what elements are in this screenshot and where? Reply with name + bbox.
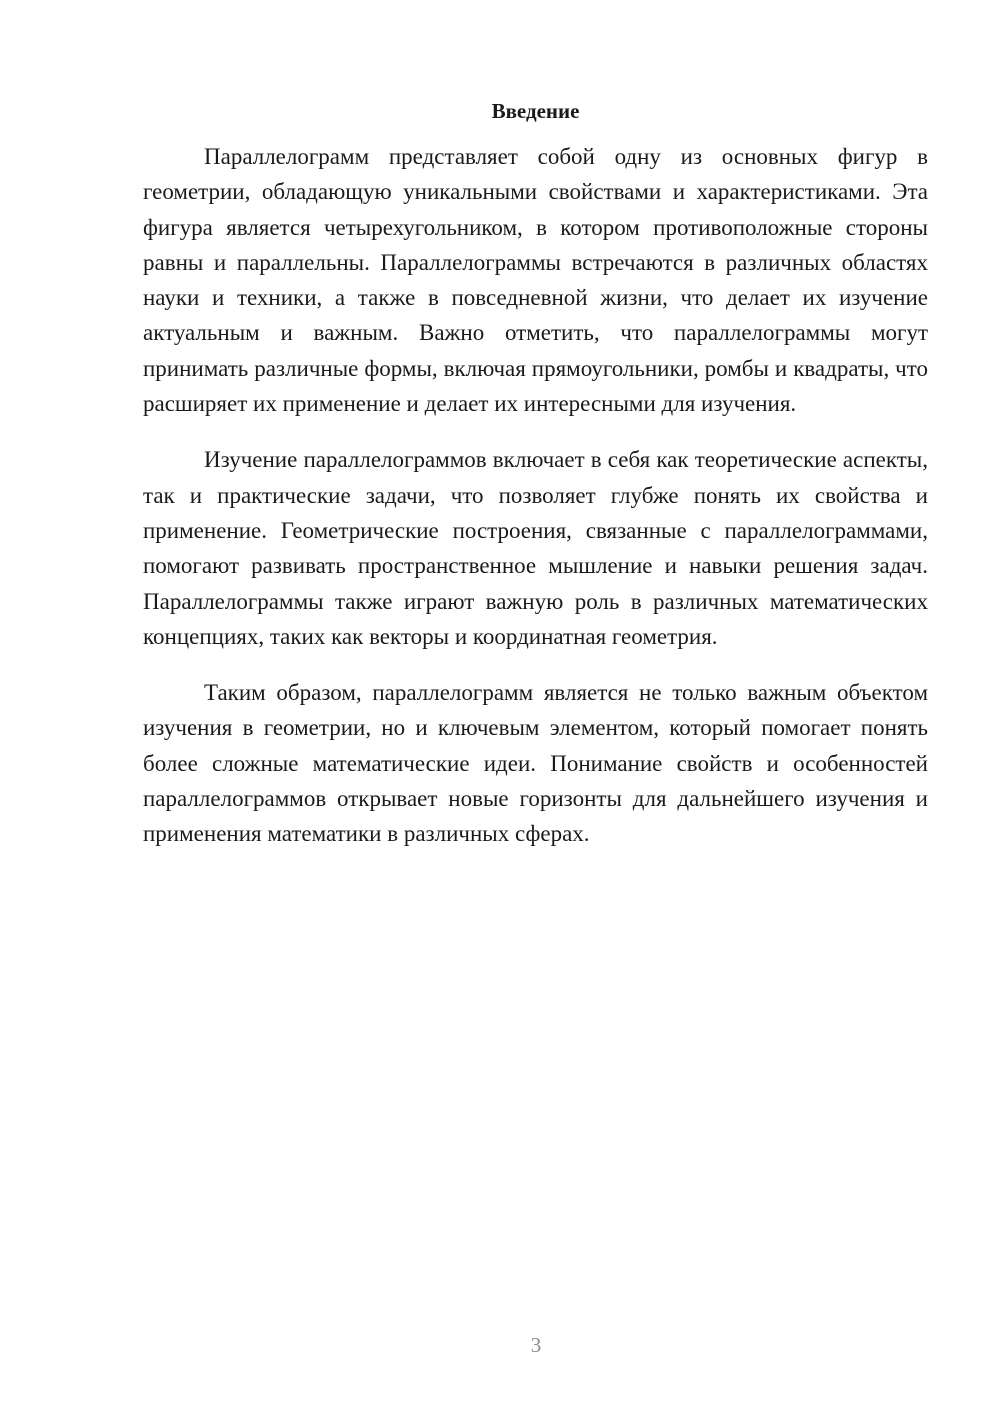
paragraph-3: Таким образом, параллелограмм является не только важным объектом изучения в геометрии, но и ключевым элементом, который помогает понять более сложные математические идеи. Понимание свойств и особенностей параллелограммов открывает новые горизонты для дальнейшего изучения и применения математики в различных сферах. <box>143 680 928 847</box>
paragraph-2: Изучение параллелограммов включает в себя как теоретические аспекты, так и практические задачи, что позволяет глубже понять их свойства и применение. Геометрические построения, связанные с параллелограммами, помогают развивать пространственное мышление и навыки решения задач. Параллелограммы также играют важную роль в различных математических концепциях, таких как векторы и координатная геометрия. <box>143 447 928 649</box>
page-content <box>143 95 928 873</box>
section-heading: Введение <box>491 99 580 123</box>
page-number: 3 <box>530 1333 542 1357</box>
paragraph-1: Параллелограмм представляет собой одну из основных фигур в геометрии, обладающую уникальными свойствами и характеристиками. Эта фигура является четырехугольником, в котором противоположные стороны равны и параллельны. Параллелограммы встречаются в различных областях науки и техники, а также в повседневной жизни, что делает их изучение актуальным и важным. Важно отметить, что параллелограммы могут принимать различные формы, включая прямоугольники, ромбы и квадраты, что расширяет их применение и делает их интересными для изучения. <box>143 144 928 417</box>
